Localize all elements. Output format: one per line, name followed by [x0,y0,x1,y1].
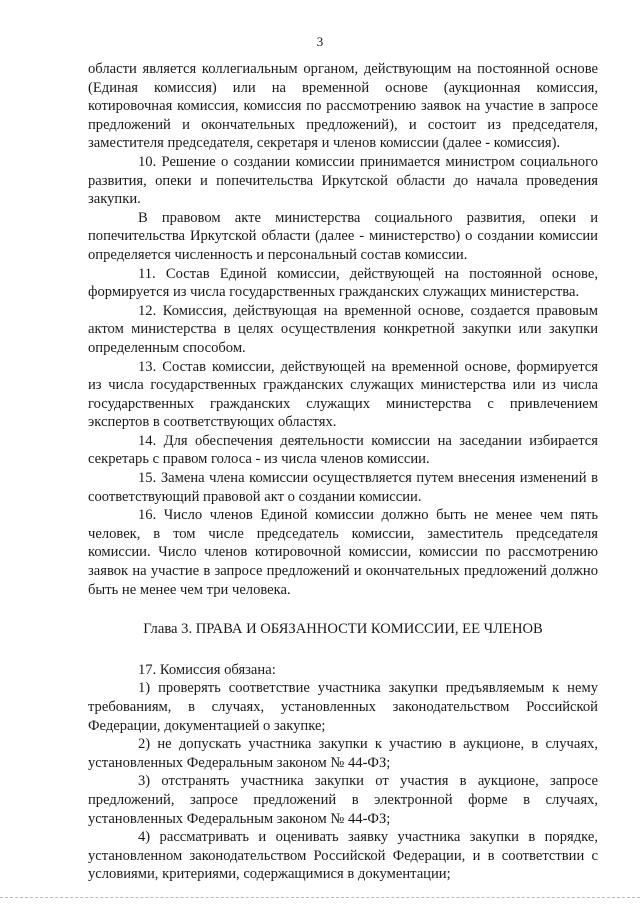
paragraph-legal-act: В правовом акте министерства социального развития, опеки и попечительства Иркутской области (далее - министерство) о создании комиссии определяется численность и персональный состав комиссии. [88,209,598,263]
paragraph-12: 12. Комиссия, действующая на временной основе, создается правовым актом министерства в целях осуществления конкретной закупки или закупки определенным способом. [88,302,598,356]
paragraph-10: 10. Решение о создании комиссии принимается министром социального развития, опеки и попечительства Иркутской области до начала проведения закупки. [88,153,598,208]
list-item-2: 2) не допускать участника закупки к участию в аукционе, в случаях, установленных Федеральным законом № 44-ФЗ; [88,736,598,771]
chapter-heading: Глава 3. ПРАВА И ОБЯЗАННОСТИ КОМИССИИ, ЕЕ ЧЛЕНОВ [143,621,543,638]
document-body [88,60,598,884]
paragraph-13: 13. Состав комиссии, действующей на временной основе, формируется из числа государственных гражданских служащих министерства или из числа государственных гражданских служащих министерства с привлечением экспертов в соответствующих областях. [88,358,598,431]
paragraph-14: 14. Для обеспечения деятельности комиссии на заседании избирается секретарь с правом голоса - из числа членов комиссии. [88,432,598,468]
list-item-1: 1) проверять соответствие участника закупки предъявляемым к нему требованиям, в случаях, установленных законодательством Российской Федерации, документацией о закупке; [88,680,598,734]
paragraph-17: 17. Комиссия обязана: [138,661,276,678]
page-number: 3 [316,34,324,49]
scan-edge-line [0,897,640,898]
paragraph-continuation: области является коллегиальным органом, действующим на постоянной основе (Единая комиссия) или на временной основе (аукционная комиссия, котировочная комиссия, комиссия по рассмотрению заявок на участие в запросе предложений и окончательных предложений), и состоит из председателя, заместителя председателя, секретаря и членов комиссии (далее - комиссия). [88,61,598,152]
list-item-4: 4) рассматривать и оценивать заявку участника закупки в порядке, установленном законодательством Российской Федерации, и в соответствии с условиями, критериями, содержащимися в документации; [88,829,598,883]
paragraph-11: 11. Состав Единой комиссии, действующей на постоянной основе, формируется из числа государственных гражданских служащих министерства. [88,265,598,301]
list-item-3: 3) отстранять участника закупки от участия в аукционе, запросе предложений, запросе предложений в электронной форме в случаях, установленных Федеральным законом № 44-ФЗ; [88,773,598,827]
paragraph-15: 15. Замена члена комиссии осуществляется путем внесения изменений в соответствующий правовой акт о создании комиссии. [88,470,598,505]
paragraph-16: 16. Число членов Единой комиссии должно быть не менее чем пять человек, в том числе председатель комиссии, заместитель председателя комиссии. Число членов котировочной комиссии, комиссии по рассмотрению заявок на участие в запросе предложений и окончательных предложений должно быть не менее чем три человека. [88,507,598,598]
